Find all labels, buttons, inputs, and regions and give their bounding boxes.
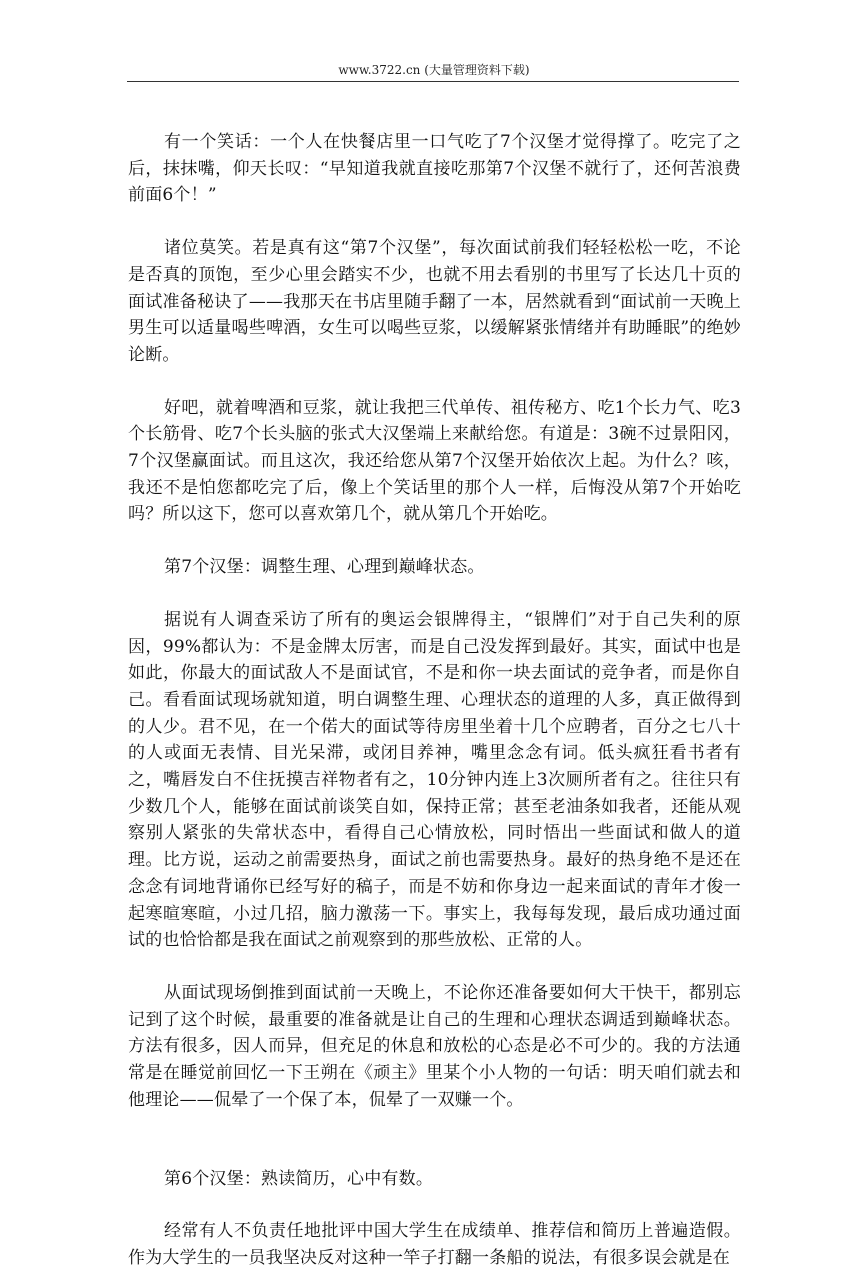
paragraph-gap xyxy=(128,1114,741,1166)
paragraph-gap xyxy=(128,1192,741,1218)
paragraph-joke: 有一个笑话：一个人在快餐店里一口气吃了7个汉堡才觉得撑了。吃完了之后，抹抹嘴，仰天长叹：“早知道我就直接吃那第7个汉堡不就行了，还何苦浪费前面6个！” xyxy=(128,132,741,206)
paragraph-intro: 诸位莫笑。若是真有这“第7个汉堡”，每次面试前我们轻轻松松一吃，不论是否真的顶饱，至少心里会踏实不少，也就不用去看别的书里写了长达几十页的面试准备秘诀了——我那天在书店里随手翻了一本，居然就看到“面试前一天晚上男生可以适量喝些啤酒，女生可以喝些豆浆，以缓解紧张情绪并有助睡眠”的绝妙论断。 xyxy=(128,238,741,365)
paragraph-survey: 据说有人调查采访了所有的奥运会银牌得主，“银牌们”对于自己失利的原因，99%都认为：不是金牌太厉害，而是自己没发挥到最好。其实，面试中也是如此，你最大的面试敌人不是面试官，不是和你一块去面试的竞争者，而是你自己。看看面试现场就知道，明白调整生理、心理状态的道理的人多，真正做得到的人少。君不见，在一个偌大的面试等待房里坐着十几个应聘者，百分之七八十的人或面无表情、目光呆滞，或闭目养神，嘴里念念有词。低头疯狂看书者有之，嘴唇发白不住抚摸吉祥物者有之，10分钟内连上3次厕所者有之。往往只有少数几个人，能够在面试前谈笑自如，保持正常；甚至老油条如我者，还能从观察别人紧张的失常状态中，看得自己心情放松，同时悟出一些面试和做人的道理。比方说，运动之前需要热身，面试之前也需要热身。最好的热身绝不是还在念念有词地背诵你已经写好的稿子，而是不妨和你身边一起来面试的青年才俊一起寒暄寒暄，小过几招，脑力激荡一下。事实上，我每每发现，最后成功通过面试的也恰恰都是我在面试之前观察到的那些放松、正常的人。 xyxy=(128,609,741,951)
paragraph-gap xyxy=(128,209,741,235)
page-header: www.3722.cn (大量管理资料下载) xyxy=(338,63,530,77)
section-heading-6th-burger: 第6个汉堡：熟读简历，心中有数。 xyxy=(164,1168,434,1189)
paragraph-gap xyxy=(128,581,741,607)
section-heading-7th-burger: 第7个汉堡：调整生理、心理到巅峰状态。 xyxy=(164,557,485,578)
paragraph-night-before: 从面试现场倒推到面试前一天晚上，不论你还准备要如何大干快干，都别忘记到了这个时候，最重要的准备就是让自己的生理和心理状态调适到巅峰状态。方法有很多，因人而异，但充足的休息和放松的心态是必不可少的。我的方法通常是在睡觉前回忆一下王朔在《顽主》里某个小人物的一句话：明天咱们就去和他理论——侃晕了一个保了本，侃晕了一双赚一个。 xyxy=(128,982,741,1110)
paragraph-gap xyxy=(128,369,741,395)
header-rule xyxy=(127,81,739,82)
paragraph-resume: 经常有人不负责任地批评中国大学生在成绩单、推荐信和简历上普遍造假。作为大学生的一员我坚决反对这种一竿子打翻一条船的说法，有很多误会就是在 xyxy=(128,1221,741,1268)
document-body xyxy=(128,129,741,1272)
paragraph-gap xyxy=(128,528,741,554)
paragraph-serving: 好吧，就着啤酒和豆浆，就让我把三代单传、祖传秘方、吃1个长力气、吃3个长筋骨、吃7个长头脑的张式大汉堡端上来献给您。有道是：3碗不过景阳冈，7个汉堡赢面试。而且这次，我还给您从第7个汉堡开始依次上起。为什么？咳，我还不是怕您都吃完了后，像上个笑话里的那个人一样，后悔没从第7个开始吃吗？所以这下，您可以喜欢第几个，就从第几个开始吃。 xyxy=(128,397,741,525)
paragraph-gap xyxy=(128,954,741,980)
